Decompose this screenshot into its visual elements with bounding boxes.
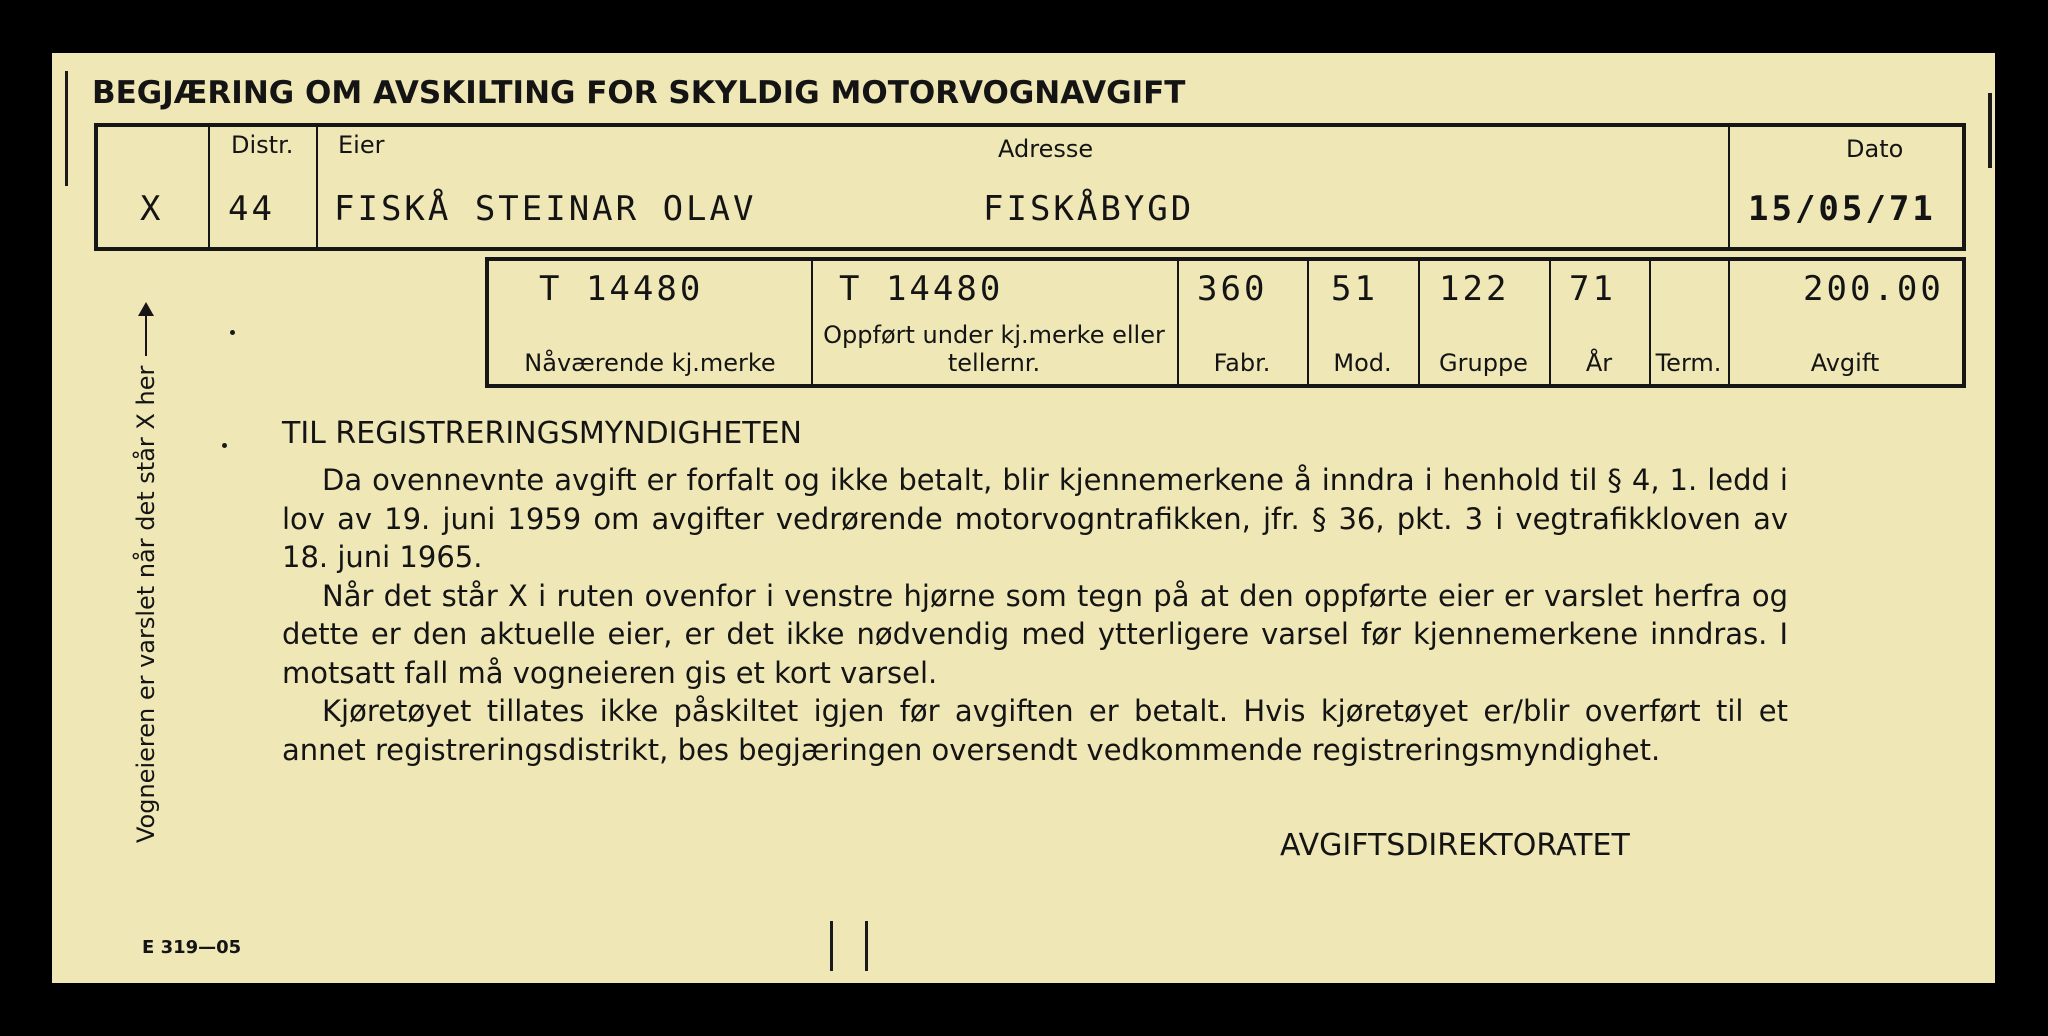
column-divider bbox=[316, 127, 318, 247]
paragraph: Da ovennevnte avgift er forfalt og ikke betalt, blir kjennemerkene å inndra i henhold til § 4, 1. ledd i lov av 19. juni 1959 om avgifter vedrørende motorvogntrafikken, jfr. § 36, pkt. 3 i vegtrafikkloven av 18. juni 1965. bbox=[282, 463, 1788, 574]
adresse-value: FISKÅBYGD bbox=[983, 189, 1195, 229]
vehicle-info-box bbox=[485, 257, 1966, 388]
paragraph: Når det står X i ruten ovenfor i venstre hjørne som tegn på at den oppførte eier er varslet herfra og dette er den aktuelle eier, er det ikke nødvendig med ytterligere varsel før kjennemerkene inndras. I motsatt fall må vogneieren gis et kort varsel. bbox=[282, 578, 1788, 690]
form-title: BEGJÆRING OM AVSKILTING FOR SKYLDIG MOTORVOGNAVGIFT bbox=[92, 75, 1186, 111]
body-text bbox=[282, 461, 1788, 769]
side-note-text: Vogneieren er varslet når det står X her bbox=[132, 365, 160, 843]
avgift-value: 200.00 bbox=[1803, 269, 1944, 309]
fold-mark bbox=[830, 921, 833, 971]
avgift-label: Avgift bbox=[1810, 349, 1880, 377]
fold-mark bbox=[865, 921, 868, 971]
navaerende-label: Nåværende kj.merke bbox=[524, 349, 776, 377]
ink-spot bbox=[230, 330, 235, 335]
adresse-label: Adresse bbox=[998, 135, 1094, 163]
navaerende-value: T 14480 bbox=[539, 269, 704, 309]
distr-label: Distr. bbox=[231, 131, 294, 159]
term-label: Term. bbox=[1655, 349, 1722, 377]
ar-label: År bbox=[1585, 349, 1613, 377]
gruppe-value: 122 bbox=[1439, 269, 1510, 309]
mod-value: 51 bbox=[1331, 269, 1378, 309]
ink-spot bbox=[222, 443, 227, 448]
eier-value: FISKÅ STEINAR OLAV bbox=[334, 189, 757, 229]
side-note bbox=[126, 283, 166, 843]
recipient-heading: TIL REGISTRERINGSMYNDIGHETEN bbox=[282, 416, 802, 451]
ar-value: 71 bbox=[1569, 269, 1616, 309]
form-sheet bbox=[52, 53, 1995, 983]
owner-info-box bbox=[94, 123, 1966, 251]
oppfort-label: Oppført under kj.merke eller tellernr. bbox=[823, 321, 1165, 377]
dato-value: 15/05/71 bbox=[1748, 189, 1936, 229]
column-divider bbox=[208, 127, 210, 247]
signature: AVGIFTSDIREKTORATET bbox=[1280, 828, 1630, 863]
eier-label: Eier bbox=[338, 131, 385, 159]
distr-value: 44 bbox=[228, 189, 275, 229]
oppfort-value: T 14480 bbox=[839, 269, 1004, 309]
dato-label: Dato bbox=[1846, 135, 1904, 163]
fabr-label: Fabr. bbox=[1213, 349, 1271, 377]
column-divider bbox=[1728, 127, 1730, 247]
form-code: E 319—05 bbox=[142, 937, 242, 958]
paragraph: Kjøretøyet tillates ikke påskiltet igjen før avgiften er betalt. Hvis kjøretøyet er/blir overført til et annet registreringsdistrikt, bes begjæringen oversendt vedkommende registreringsmyndighet. bbox=[282, 694, 1788, 767]
margin-line bbox=[65, 71, 68, 186]
arrow-up-icon bbox=[145, 306, 147, 356]
gruppe-label: Gruppe bbox=[1439, 349, 1528, 377]
mod-label: Mod. bbox=[1333, 349, 1392, 377]
notified-mark: X bbox=[140, 189, 164, 229]
edge-mark bbox=[1988, 93, 1992, 168]
fabr-value: 360 bbox=[1197, 269, 1268, 309]
